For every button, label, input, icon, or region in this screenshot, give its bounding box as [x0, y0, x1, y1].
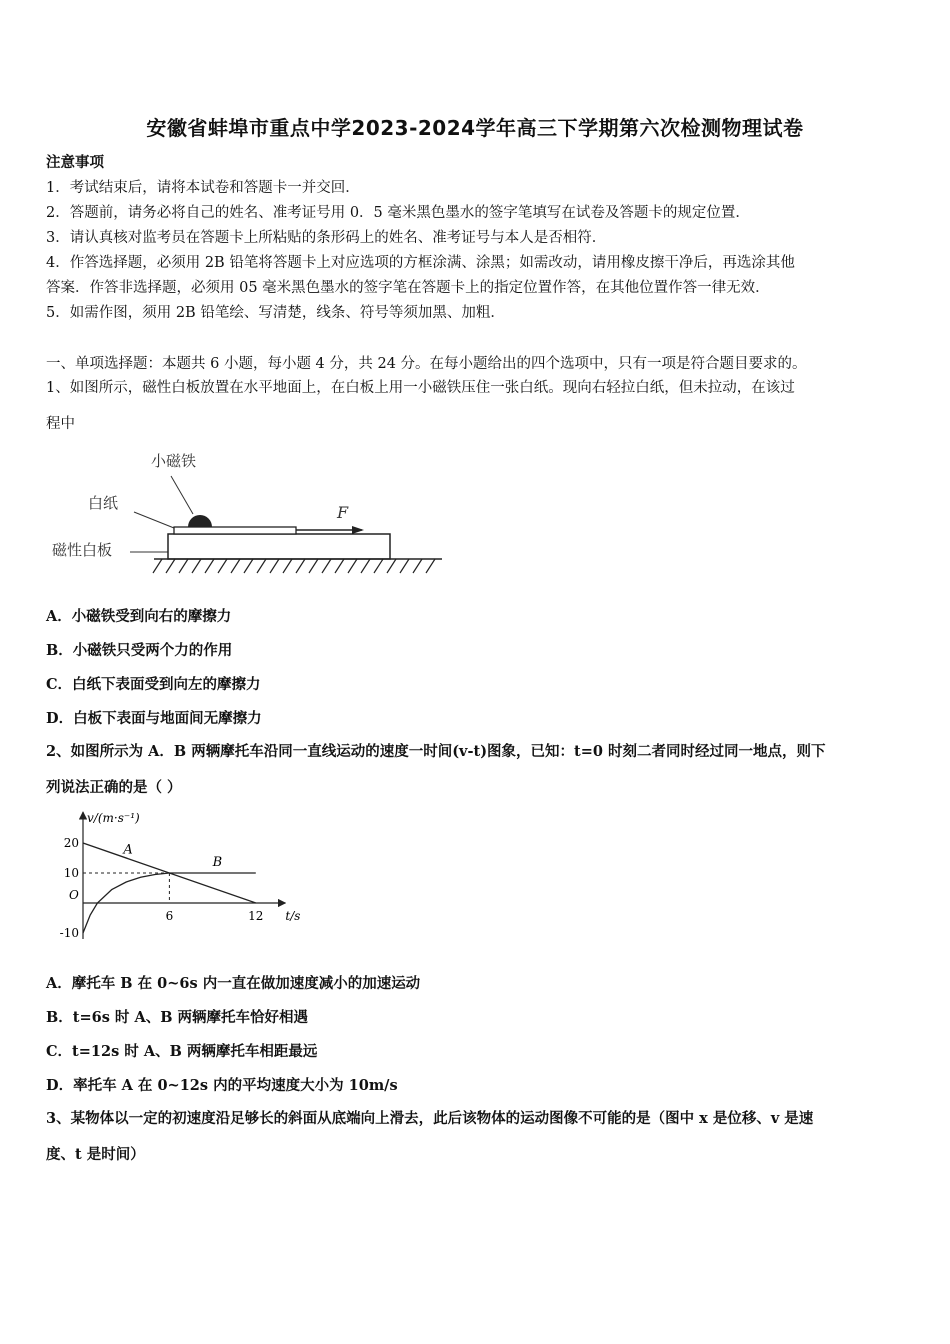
hatch-mark	[205, 559, 214, 573]
hatch-mark	[426, 559, 435, 573]
hatch-mark	[309, 559, 318, 573]
y-tick-label: -10	[59, 926, 79, 940]
hatch-mark	[361, 559, 370, 573]
hatch-mark	[218, 559, 227, 573]
hatch-mark	[322, 559, 331, 573]
y-tick-label: 10	[63, 866, 79, 880]
notice-item: 3．请认真核对监考员在答题卡上所粘贴的条形码上的姓名、准考证号与本人是否相符．	[46, 230, 607, 246]
notice-item: 5．如需作图，须用 2B 铅笔绘、写清楚，线条、符号等须加黑、加粗．	[46, 305, 505, 321]
magnetic-board	[168, 534, 390, 559]
y-tick-label: 20	[63, 836, 79, 850]
x-tick-label: 6	[165, 909, 174, 923]
notice-item: 2．答题前，请务必将自己的姓名、准考证号用 0．5 毫米黑色墨水的签字笔填写在试卷及答题卡的规定位置．	[46, 205, 750, 221]
page-title: 安徽省蚌埠市重点中学2023-2024学年高三下学期第六次检测物理试卷	[146, 116, 804, 140]
q2-option-a: A．摩托车 B 在 0~6s 内一直在做加速度减小的加速运动	[46, 975, 421, 992]
hatch-mark	[179, 559, 188, 573]
q1-text: 1、如图所示，磁性白板放置在水平地面上，在白板上用一小磁铁压住一张白纸。现向右轻拉白纸，但未拉动，在该过	[46, 380, 795, 396]
label-paper: 白纸	[88, 494, 119, 512]
series-a-label: A	[123, 842, 133, 858]
q1-figure	[46, 448, 446, 588]
q2-option-c: C．t=12s 时 A、B 两辆摩托车相距最远	[46, 1043, 318, 1060]
notice-heading: 注意事项	[46, 154, 104, 171]
section-heading: 一、单项选择题：本题共 6 小题，每小题 4 分，共 24 分。在每小题给出的四个选项中，只有一项是符合题目要求的。	[46, 356, 807, 372]
notice-item: 1．考试结束后，请将本试卷和答题卡一并交回．	[46, 180, 360, 196]
q1-option-c: C．白纸下表面受到向左的摩擦力	[46, 676, 261, 693]
hatch-mark	[374, 559, 383, 573]
y-axis-label: v/(m·s⁻¹)	[87, 811, 140, 825]
hatch-mark	[244, 559, 253, 573]
paper-leader-line	[134, 512, 174, 528]
hatch-mark	[257, 559, 266, 573]
hatch-mark	[270, 559, 279, 573]
q2-option-d: D．率托车 A 在 0~12s 内的平均速度大小为 10m/s	[46, 1077, 398, 1094]
q1-option-b: B．小磁铁只受两个力的作用	[46, 642, 233, 659]
q2-option-b: B．t=6s 时 A、B 两辆摩托车恰好相遇	[46, 1009, 309, 1026]
x-axis-label: t/s	[285, 909, 301, 923]
hatch-mark	[231, 559, 240, 573]
q3-text-cont: 度、t 是时间）	[46, 1146, 145, 1163]
label-magnet: 小磁铁	[151, 452, 197, 470]
q2-text: 2、如图所示为 A．B 两辆摩托车沿同一直线运动的速度一时间(v-t)图象，已知：t=0 时刻二者同时经过同一地点，则下	[46, 743, 826, 760]
series-b-label: B	[212, 855, 223, 871]
q3-text: 3、某物体以一定的初速度沿足够长的斜面从底端向上滑去，此后该物体的运动图像不可能的是（图中 x 是位移、v 是速	[46, 1110, 814, 1127]
origin-label: O	[69, 888, 79, 902]
q1-option-a: A．小磁铁受到向右的摩擦力	[46, 608, 232, 625]
hatch-mark	[400, 559, 409, 573]
hatch-mark	[283, 559, 292, 573]
q1-text-cont: 程中	[46, 416, 75, 432]
notice-item: 答案．作答非选择题，必须用 05 毫米黑色墨水的签字笔在答题卡上的指定位置作答，在其他位置作答一律无效．	[46, 280, 770, 296]
vt-chart	[46, 806, 301, 946]
magnet-leader-line	[171, 476, 193, 514]
hatch-mark	[192, 559, 201, 573]
label-board: 磁性白板	[52, 541, 113, 559]
white-paper	[174, 527, 296, 534]
label-force: F	[337, 503, 349, 522]
x-tick-label: 12	[248, 909, 264, 923]
q1-option-d: D．白板下表面与地面间无摩擦力	[46, 710, 262, 727]
q2-text-cont: 列说法正确的是（ ）	[46, 779, 182, 796]
hatch-mark	[296, 559, 305, 573]
hatch-mark	[387, 559, 396, 573]
hatch-mark	[335, 559, 344, 573]
magnet-shape	[188, 515, 212, 527]
hatch-mark	[348, 559, 357, 573]
notice-item: 4．作答选择题，必须用 2B 铅笔将答题卡上对应选项的方框涂满、涂黑；如需改动，请用橡皮擦干净后，再选涂其他	[46, 255, 795, 271]
force-arrowhead	[352, 526, 364, 534]
hatch-mark	[153, 559, 162, 573]
hatch-mark	[166, 559, 175, 573]
hatch-mark	[413, 559, 422, 573]
ground-hatching	[153, 559, 435, 573]
